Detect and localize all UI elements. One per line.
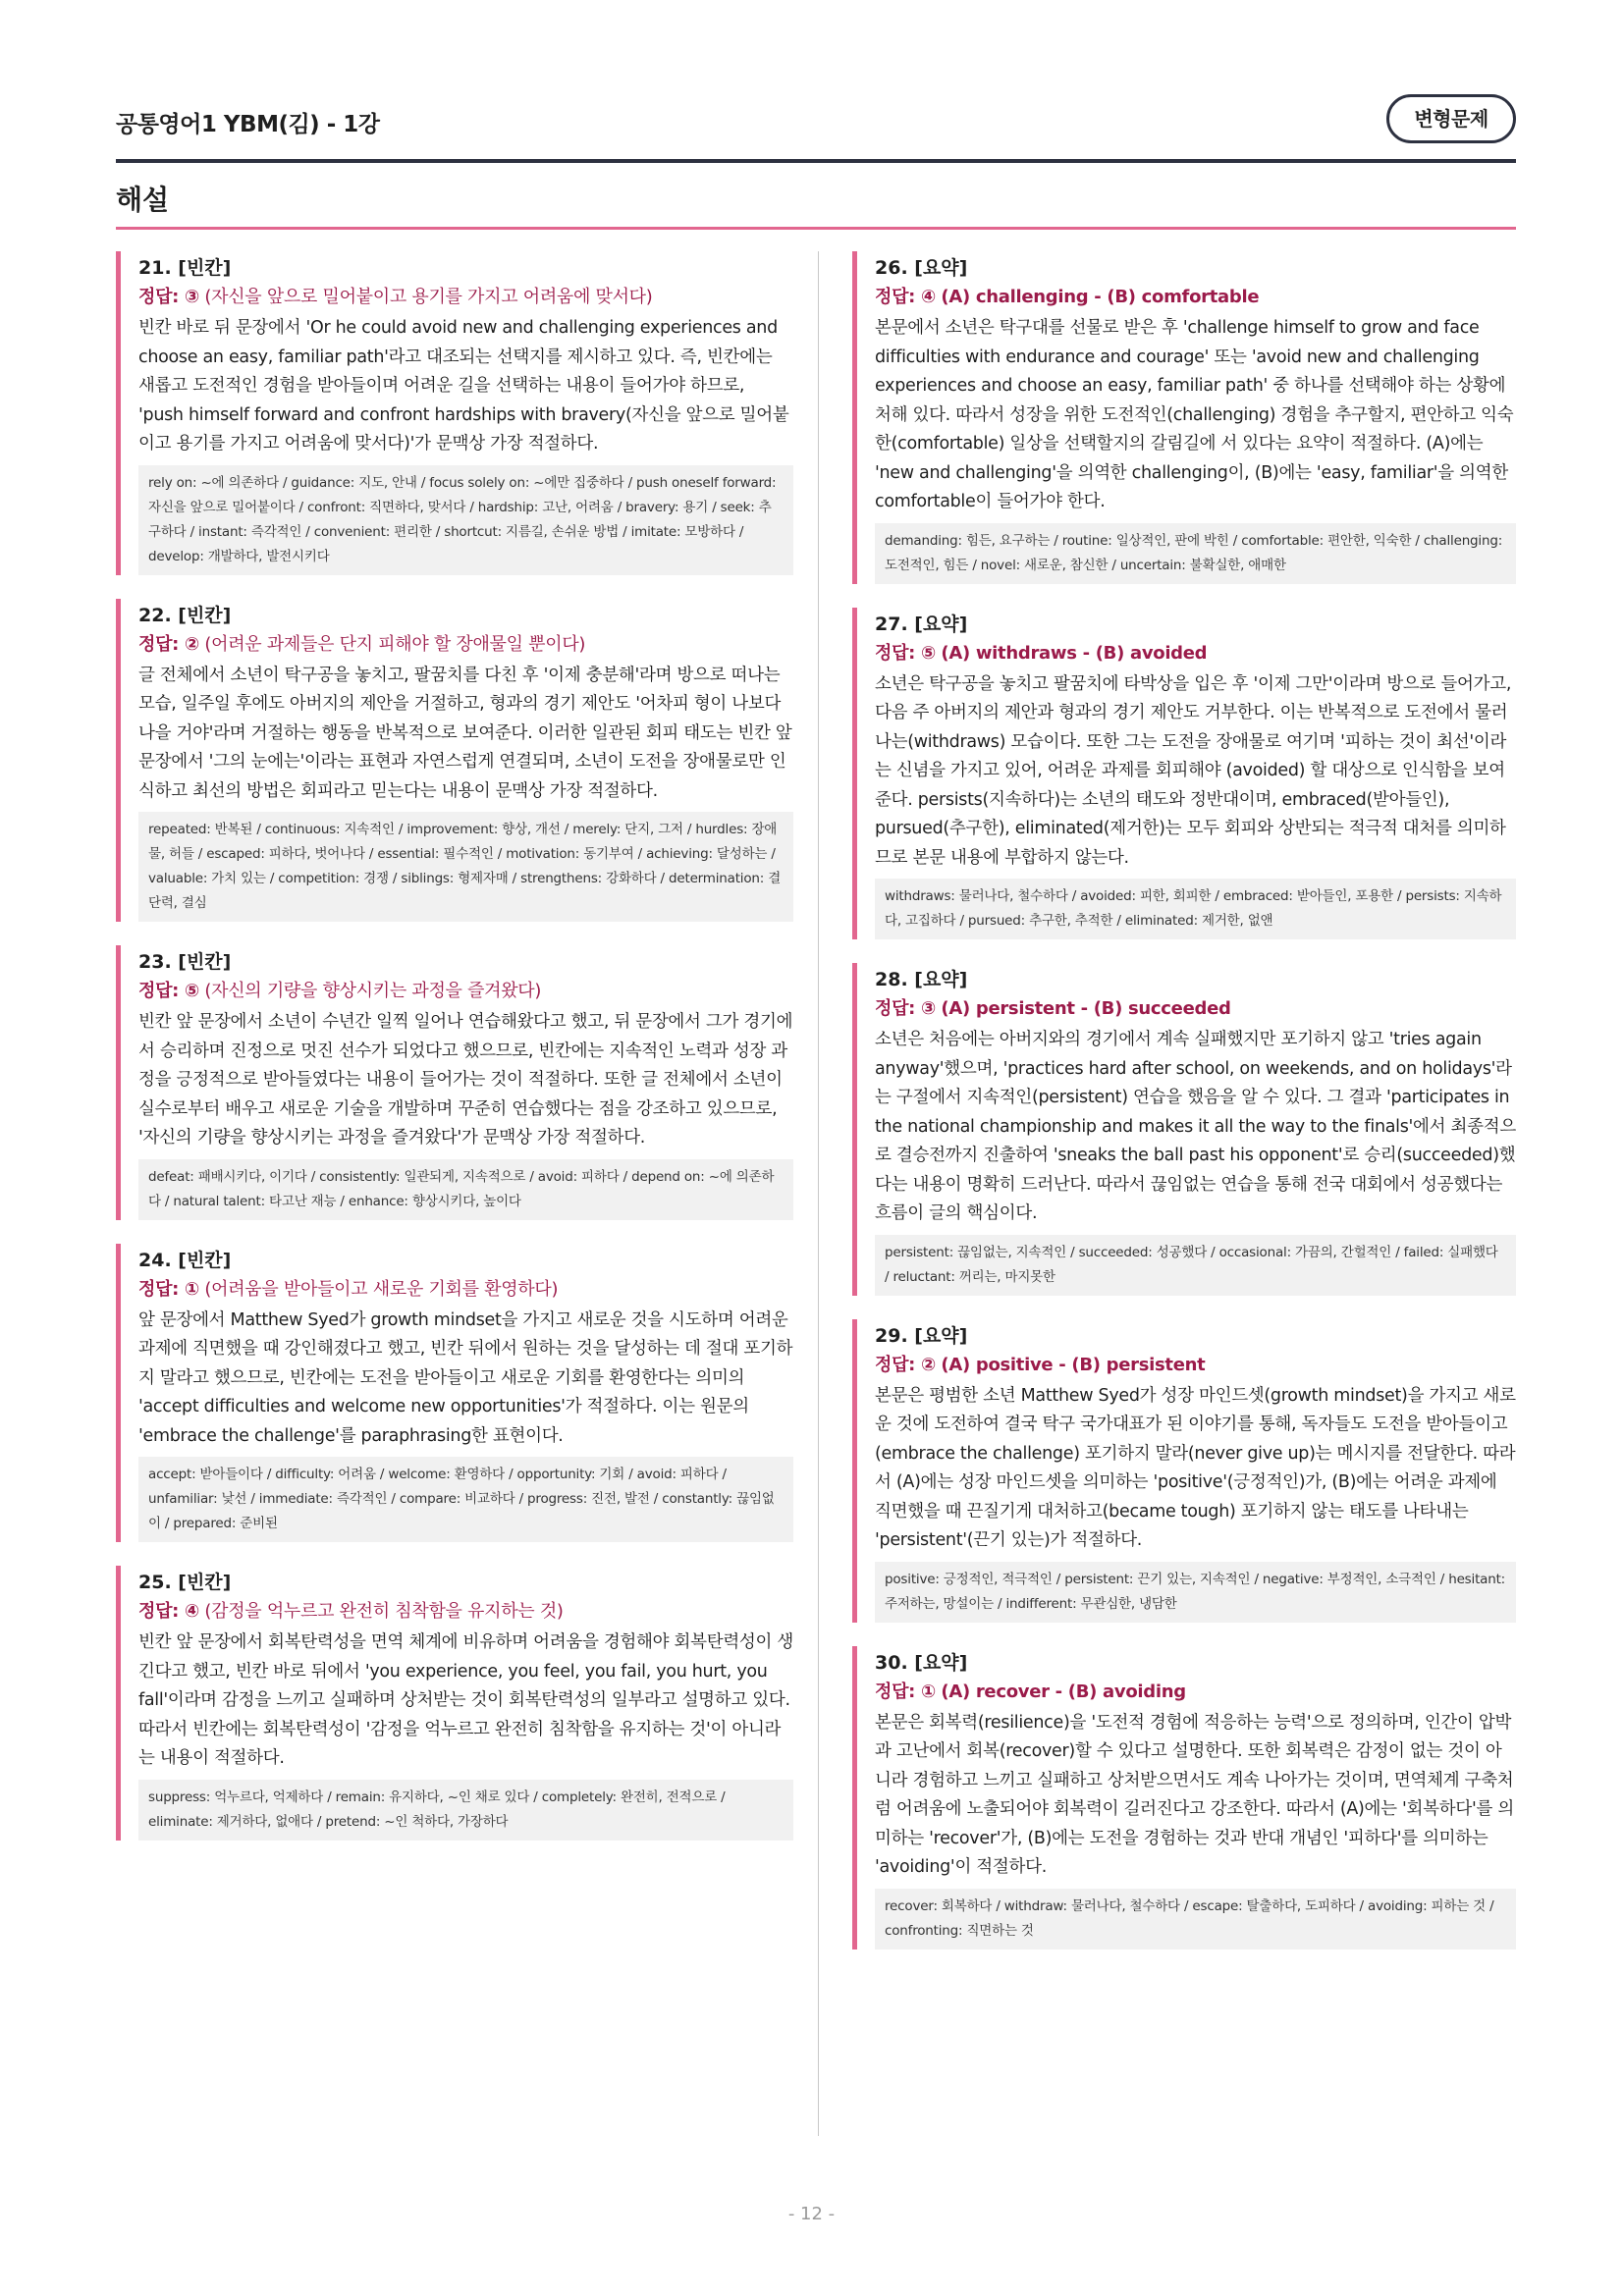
answer-text: (어려움을 받아들이고 새로운 기회를 환영하다)	[204, 1278, 559, 1300]
right-column	[852, 251, 1516, 1973]
explanation: 본문은 회복력(resilience)을 '도전적 경험에 적응하는 능력'으로 정의하며, 인간이 압박과 고난에서 회복(recover)할 수 있다고 설명한다. 또한 회복력은 감정이 없는 것이 아니라 경험하고 느끼고 실패하고 상처받으면서도 계속 나아가는 것이며, 면역체계 구축처럼 어려움에 노출되어야 회복력이 길러진다고 강조한다. 따라서 (A)에는 '회복하다'를 의미하는 'recover'가, (B)에는 도전을 경험하는 것과 반대 개념인 '피하다'를 의미하는 'avoiding'이 적절하다.	[875, 1712, 1514, 1877]
answer-line	[875, 1351, 1516, 1380]
vocab-box: suppress: 억누르다, 억제하다 / remain: 유지하다, ~인 채로 있다 / completely: 완전히, 전적으로 / eliminate: 제거하다, 없애다 / pretend: ~인 척하다, 가장하다	[138, 1780, 793, 1841]
question-number: 29. [요약]	[875, 1324, 968, 1347]
question-number: 22. [빈칸]	[138, 604, 232, 626]
answer-line	[875, 283, 1516, 312]
vocab-box: persistent: 끊임없는, 지속적인 / succeeded: 성공했다 / occasional: 가끔의, 간헐적인 / failed: 실패했다 / reluctant: 꺼리는, 마지못한	[875, 1235, 1516, 1296]
question-number: 26. [요약]	[875, 257, 968, 279]
explanation: 글 전체에서 소년이 탁구공을 놓치고, 팔꿈치를 다친 후 '이제 충분해'라며 방으로 떠나는 모습, 일주일 후에도 아버지의 제안을 거절하고, 형과의 경기 제안도 '어차피 형이 나보다 나을 거야'라며 거절하는 행동을 반복적으로 보여준다. 이러한 일관된 회피 태도는 빈칸 앞 문장에서 '그의 눈에는'이라는 표현과 자연스럽게 연결되며, 소년이 도전을 장애물로만 인식하고 최선의 방법은 회피라고 믿는다는 내용이 문맥상 가장 적절하다.	[138, 665, 792, 801]
answer-text: (A) challenging - (B) comfortable	[941, 287, 1260, 307]
answer-line	[138, 1275, 793, 1305]
answer-text: (어려운 과제들은 단지 피해야 할 장애물일 뿐이다)	[204, 633, 586, 655]
answer-label: 정답: ③	[875, 998, 936, 1019]
question-block	[116, 1244, 793, 1543]
answer-text: (A) persistent - (B) succeeded	[941, 998, 1231, 1019]
question-block	[852, 1319, 1516, 1623]
explanation: 빈칸 앞 문장에서 회복탄력성을 면역 체계에 비유하며 어려움을 경험해야 회복탄력성이 생긴다고 했고, 빈칸 바로 뒤에서 'you experience, you feel, you fail, you hurt, you fall'이라며 감정을 느끼고 실패하며 상처받는 것이 회복탄력성의 일부라고 설명하고 있다. 따라서 빈칸에는 회복탄력성이 '감정을 억누르고 완전히 침착함을 유지하는 것'이 아니라는 내용이 적절하다.	[138, 1632, 794, 1768]
question-number: 23. [빈칸]	[138, 951, 232, 973]
left-column	[116, 251, 793, 1864]
answer-label: 정답: ⑤	[875, 642, 936, 664]
question-number: 28. [요약]	[875, 969, 968, 990]
answer-line	[138, 283, 793, 312]
question-number: 24. [빈칸]	[138, 1249, 232, 1271]
answer-text: (A) recover - (B) avoiding	[941, 1681, 1186, 1702]
question-block	[116, 251, 793, 575]
explanation: 소년은 처음에는 아버지와의 경기에서 계속 실패했지만 포기하지 않고 'tries again anyway'했으며, 'practices hard after school, on weekends, and on holidays'라는 구절에서 지속적인(persistent) 연습을 했음을 알 수 있다. 그 결과 'participates in the national championship and makes it all the way to the finals'에서 최종적으로 결승전까지 진출하여 'sneaks the ball past his opponent'로 승리(succeeded)했다는 내용이 명확히 드러난다. 따라서 끊임없는 연습을 통해 전국 대회에서 성공했다는 흐름이 글의 핵심이다.	[875, 1030, 1516, 1223]
question-block	[852, 251, 1516, 584]
question-block	[116, 599, 793, 923]
vocab-box: demanding: 힘든, 요구하는 / routine: 일상적인, 판에 박힌 / comfortable: 편안한, 익숙한 / challenging: 도전적인, 힘든 / novel: 새로운, 참신한 / uncertain: 불확실한, 애매한	[875, 523, 1516, 584]
vocab-box: recover: 회복하다 / withdraw: 물러나다, 철수하다 / escape: 탈출하다, 도피하다 / avoiding: 피하는 것 / confronting: 직면하는 것	[875, 1889, 1516, 1949]
page-header	[116, 94, 1516, 163]
answer-label: 정답: ③	[138, 287, 199, 307]
answer-label: 정답: ⑤	[138, 981, 199, 1001]
answer-line	[138, 977, 793, 1006]
answer-text: (A) positive - (B) persistent	[941, 1354, 1206, 1375]
type-badge: 변형문제	[1386, 94, 1516, 143]
section-title: 해설	[116, 184, 170, 216]
question-number: 21. [빈칸]	[138, 257, 232, 279]
question-number: 30. [요약]	[875, 1651, 968, 1674]
explanation: 본문은 평범한 소년 Matthew Syed가 성장 마인드셋(growth mindset)을 가지고 새로운 것에 도전하여 결국 탁구 국가대표가 된 이야기를 통해, 독자들도 도전을 받아들이고(embrace the challenge) 포기하지 말라(never give up)는 메시지를 전달한다. 따라서 (A)에는 성장 마인드셋을 의미하는 'positive'(긍정적인)가, (B)에는 어려운 과제에 직면했을 때 끈질기게 대처하고(became tough) 포기하지 않는 태도를 나타내는 'persistent'(끈기 있는)가 적절하다.	[875, 1385, 1516, 1550]
explanation: 앞 문장에서 Matthew Syed가 growth mindset을 가지고 새로운 것을 시도하며 어려운 과제에 직면했을 때 강인해졌다고 했고, 빈칸 뒤에서 원하는 것을 달성하는 데 절대 포기하지 말라고 했으므로, 빈칸에는 도전을 받아들이고 새로운 기회를 환영한다는 의미의 'accept difficulties and welcome new opportunities'가 적절하다. 이는 원문의 'embrace the challenge'를 paraphrasing한 표현이다.	[138, 1309, 793, 1446]
answer-line	[138, 630, 793, 660]
answer-label: 정답: ①	[875, 1681, 936, 1702]
answer-line	[875, 1678, 1516, 1707]
question-block	[852, 963, 1516, 1296]
question-block	[116, 945, 793, 1220]
answer-label: 정답: ②	[138, 633, 199, 655]
vocab-box: withdraws: 물러나다, 철수하다 / avoided: 피한, 회피한 / embraced: 받아들인, 포용한 / persists: 지속하다, 고집하다 / pursued: 추구한, 추적한 / eliminated: 제거한, 없앤	[875, 879, 1516, 939]
question-block	[116, 1566, 793, 1841]
question-block	[852, 608, 1516, 940]
answer-line	[875, 994, 1516, 1024]
explanation: 빈칸 앞 문장에서 소년이 수년간 일찍 일어나 연습해왔다고 했고, 뒤 문장에서 그가 경기에서 승리하며 진정으로 멋진 선수가 되었다고 했으므로, 빈칸에는 지속적인 노력과 성장 과정을 긍정적으로 받아들였다는 내용이 들어가는 것이 적절하다. 또한 글 전체에서 소년이 실수로부터 배우고 새로운 기술을 개발하며 꾸준히 연습했다는 점을 강조하고 있으므로, '자신의 기량을 향상시키는 과정을 즐겨왔다'가 문맥상 가장 적절하다.	[138, 1012, 793, 1148]
column-divider	[818, 251, 819, 2136]
answer-label: 정답: ④	[138, 1601, 199, 1622]
page-number: - 12 -	[787, 2204, 836, 2224]
section-divider	[116, 227, 1516, 230]
answer-text: (감정을 억누르고 완전히 침착함을 유지하는 것)	[204, 1601, 564, 1622]
answer-line	[138, 1597, 793, 1627]
document-title: 공통영어1 YBM(김) - 1강	[116, 112, 380, 137]
answer-label: 정답: ④	[875, 287, 936, 307]
answer-label: 정답: ②	[875, 1354, 936, 1375]
question-block	[852, 1646, 1516, 1949]
answer-text: (자신을 앞으로 밀어붙이고 용기를 가지고 어려움에 맞서다)	[204, 287, 653, 307]
vocab-box: accept: 받아들이다 / difficulty: 어려움 / welcome: 환영하다 / opportunity: 기회 / avoid: 피하다 / unfamiliar: 낯선 / immediate: 즉각적인 / compare: 비교하다 / progress: 진전, 발전 / constantly: 끊임없이 / prepared: 준비된	[138, 1457, 793, 1542]
question-number: 25. [빈칸]	[138, 1572, 232, 1593]
vocab-box: rely on: ~에 의존하다 / guidance: 지도, 안내 / focus solely on: ~에만 집중하다 / push oneself forward: 자신을 앞으로 밀어붙이다 / confront: 직면하다, 맞서다 / hardship: 고난, 어려움 / bravery: 용기 / seek: 추구하다 / instant: 즉각적인 / convenient: 편리한 / shortcut: 지름길, 손쉬운 방법 / imitate: 모방하다 / develop: 개발하다, 발전시키다	[138, 465, 793, 575]
vocab-box: defeat: 패배시키다, 이기다 / consistently: 일관되게, 지속적으로 / avoid: 피하다 / depend on: ~에 의존하다 / natural talent: 타고난 재능 / enhance: 향상시키다, 높이다	[138, 1159, 793, 1220]
vocab-box: repeated: 반복된 / continuous: 지속적인 / improvement: 향상, 개선 / merely: 단지, 그저 / hurdles: 장애물, 허들 / escaped: 피하다, 벗어나다 / essential: 필수적인 / motivation: 동기부여 / achieving: 달성하는 / valuable: 가치 있는 / competition: 경쟁 / siblings: 형제자매 / strengthens: 강화하다 / determination: 결단력, 결심	[138, 812, 793, 922]
explanation: 빈칸 바로 뒤 문장에서 'Or he could avoid new and challenging experiences and choose an easy, familiar path'라고 대조되는 선택지를 제시하고 있다. 즉, 빈칸에는 새롭고 도전적인 경험을 받아들이며 어려운 길을 선택하는 내용이 들어가야 하므로, 'push himself forward and confront hardships with bravery(자신을 앞으로 밀어붙이고 용기를 가지고 어려움에 맞서다)'가 문맥상 가장 적절하다.	[138, 318, 789, 454]
answer-label: 정답: ①	[138, 1278, 199, 1300]
vocab-box: positive: 긍정적인, 적극적인 / persistent: 끈기 있는, 지속적인 / negative: 부정적인, 소극적인 / hesitant: 주저하는, 망설이는 / indifferent: 무관심한, 냉담한	[875, 1562, 1516, 1623]
explanation: 본문에서 소년은 탁구대를 선물로 받은 후 'challenge himself to grow and face difficulties with endurance and courage' 또는 'avoid new and challenging experiences and choose an easy, familiar path' 중 하나를 선택해야 하는 상황에 처해 있다. 따라서 성장을 위한 도전적인(challenging) 경험을 추구할지, 편안하고 익숙한(comfortable) 일상을 선택할지의 갈림길에 서 있다는 요약이 적절하다. (A)에는 'new and challenging'을 의역한 challenging이, (B)에는 'easy, familiar'을 의역한 comfortable이 들어가야 한다.	[875, 318, 1514, 511]
answer-text: (자신의 기량을 향상시키는 과정을 즐겨왔다)	[204, 981, 542, 1001]
explanation: 소년은 탁구공을 놓치고 팔꿈치에 타박상을 입은 후 '이제 그만'이라며 방으로 들어가고, 다음 주 아버지의 제안과 형과의 경기 제안도 거부한다. 이는 반복적으로 도전에서 물러나는(withdraws) 모습이다. 또한 그는 도전을 장애물로 여기며 '피하는 것이 최선'이라는 신념을 가지고 있어, 어려운 과제를 회피해야 (avoided) 할 대상으로 인식함을 보여준다. persists(지속하다)는 소년의 태도와 정반대이며, embraced(받아들인), pursued(추구한), eliminated(제거한)는 모두 회피와 상반되는 적극적 대처를 의미하므로 본문 내용에 부합하지 않는다.	[875, 673, 1512, 868]
question-number: 27. [요약]	[875, 613, 968, 635]
answer-text: (A) withdraws - (B) avoided	[941, 642, 1208, 664]
answer-line	[875, 639, 1516, 668]
